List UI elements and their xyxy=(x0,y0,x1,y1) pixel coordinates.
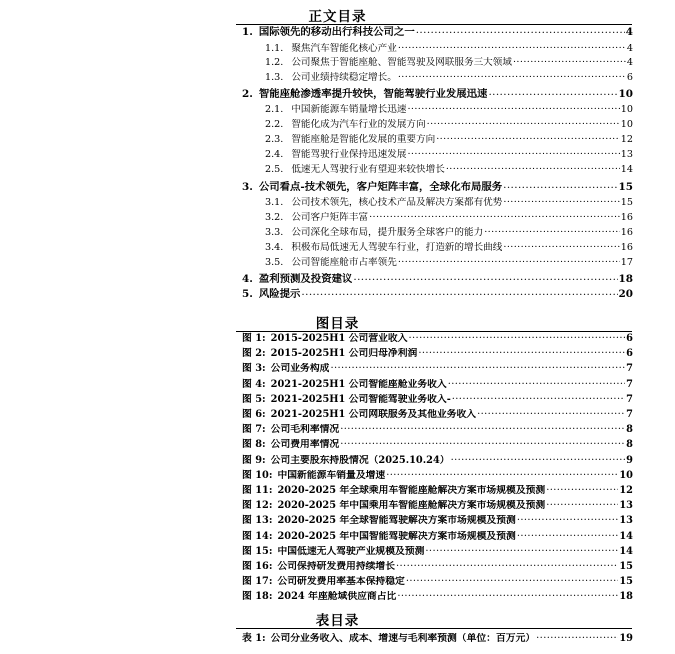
entry-title: 积极布局低速无人驾驶车行业，打造新的增长曲线 xyxy=(291,242,503,253)
entry-number: 图 2: xyxy=(242,348,266,360)
toc-subsection-entry[interactable] xyxy=(265,118,633,130)
entry-page-number: 15 xyxy=(619,561,633,572)
entry-page-number: 15 xyxy=(619,576,633,588)
entry-number: 图 12: xyxy=(242,500,273,512)
entry-page-number: 14 xyxy=(620,164,633,175)
entry-page-number: 8 xyxy=(626,439,633,451)
entry-page-number: 4 xyxy=(626,43,633,54)
entry-number: 图 13: xyxy=(242,515,273,527)
dot-leader xyxy=(503,196,619,205)
entry-page-number: 6 xyxy=(626,72,633,83)
entry-page-number: 7 xyxy=(626,409,633,420)
entry-title: 智能座舱是智能化发展的重要方向 xyxy=(291,134,436,145)
toc-subsection-entry[interactable] xyxy=(265,211,633,223)
figure-list-entry[interactable] xyxy=(242,560,633,572)
entry-page-number: 20 xyxy=(618,288,633,300)
entry-number: 2.2. xyxy=(265,119,284,130)
figure-list-entry[interactable] xyxy=(242,530,633,542)
toc-section-entry[interactable] xyxy=(242,88,633,100)
entry-title: 中国低速无人驾驶产业规模及预测 xyxy=(277,545,425,557)
toc-section-entry[interactable] xyxy=(242,181,633,193)
entry-title: 2015-2025H1 公司营业收入 xyxy=(270,333,408,344)
toc-subsection-entry[interactable] xyxy=(265,226,633,238)
dot-leader xyxy=(398,42,626,51)
dot-leader xyxy=(503,181,617,190)
entry-number: 3.2. xyxy=(265,212,284,223)
entry-page-number: 9 xyxy=(626,454,633,466)
entry-title: 盈利预测及投资建议 xyxy=(258,273,353,285)
entry-title: 低速无人驾驶行业有望迎来较快增长 xyxy=(291,164,445,175)
dot-leader xyxy=(398,71,626,80)
entry-number: 2.4. xyxy=(265,149,284,160)
entry-page-number: 10 xyxy=(618,88,633,100)
entry-page-number: 15 xyxy=(618,181,633,193)
dot-leader xyxy=(340,423,625,432)
toc-subsection-entry[interactable] xyxy=(265,163,633,175)
entry-title: 公司毛利率情况 xyxy=(270,424,340,436)
entry-page-number: 4 xyxy=(626,57,633,68)
dot-leader xyxy=(513,56,626,65)
entry-number: 2.3. xyxy=(265,134,284,145)
dot-leader xyxy=(517,514,619,523)
entry-number: 3.4. xyxy=(265,242,284,253)
entry-page-number: 18 xyxy=(619,591,633,603)
entry-title: 公司深化全球布局，提升服务全球客户的能力 xyxy=(291,227,484,238)
dot-leader xyxy=(409,332,626,341)
entry-number: 5. xyxy=(242,288,253,300)
figure-list-entry[interactable] xyxy=(242,423,633,435)
entry-title: 公司技术领先，核心技术产品及解决方案都有优势 xyxy=(291,197,503,208)
entry-page-number: 12 xyxy=(620,134,633,145)
entry-title: 公司聚焦于智能座舱、智能驾驶及网联服务三大领域 xyxy=(291,57,512,68)
entry-title: 公司客户矩阵丰富 xyxy=(291,212,369,223)
figure-list-entry[interactable] xyxy=(242,590,633,602)
dot-leader xyxy=(517,530,619,539)
toc-subsection-entry[interactable] xyxy=(265,256,633,268)
entry-number: 1.2. xyxy=(265,57,284,68)
entry-title: 2020-2025 年中国智能驾驶解决方案市场规模及预测 xyxy=(277,530,516,542)
dot-leader xyxy=(446,163,620,172)
toc-section-entry[interactable] xyxy=(242,273,633,285)
entry-number: 图 15: xyxy=(242,545,273,557)
entry-title: 公司主要股东持股情况（2025.10.24） xyxy=(270,454,450,466)
entry-number: 2. xyxy=(242,88,253,100)
dot-leader xyxy=(536,632,618,641)
dot-leader xyxy=(386,469,618,478)
entry-page-number: 4 xyxy=(625,26,633,38)
dot-leader xyxy=(484,226,620,235)
entry-number: 图 11: xyxy=(242,485,273,496)
toc-subsection-entry[interactable] xyxy=(265,241,633,253)
entry-number: 图 3: xyxy=(242,363,266,375)
entry-page-number: 16 xyxy=(620,227,633,238)
dot-leader xyxy=(425,545,618,554)
dot-leader xyxy=(418,347,625,356)
figures-heading: 图目录 xyxy=(315,316,360,332)
entry-number: 图 8: xyxy=(242,439,266,451)
dot-leader xyxy=(448,378,625,387)
entry-page-number: 10 xyxy=(620,104,633,115)
entry-number: 图 1: xyxy=(242,333,266,344)
entry-title: 2021-2025H1 公司网联服务及其他业务收入 xyxy=(270,409,477,420)
entry-title: 聚焦汽车智能化核心产业 xyxy=(291,43,397,54)
figure-list-entry[interactable] xyxy=(242,408,633,420)
entry-title: 公司研发费用率基本保持稳定 xyxy=(277,576,405,588)
figure-list-entry[interactable] xyxy=(242,347,633,359)
entry-number: 图 5: xyxy=(242,393,266,405)
entry-title: 2020-2025 年全球智能驾驶解决方案市场规模及预测 xyxy=(277,515,516,527)
toc-subsection-entry[interactable] xyxy=(265,148,633,160)
entry-page-number: 13 xyxy=(620,149,633,160)
dot-leader xyxy=(503,241,619,250)
entry-page-number: 10 xyxy=(619,469,633,481)
entry-title: 2015-2025H1 公司归母净利润 xyxy=(270,348,418,360)
entry-title: 2020-2025 年中国乘用车智能座舱解决方案市场规模及预测 xyxy=(277,500,546,512)
entry-title: 公司智能座舱市占率领先 xyxy=(291,257,397,268)
entry-page-number: 10 xyxy=(620,119,633,130)
entry-page-number: 16 xyxy=(620,212,633,223)
dot-leader xyxy=(477,408,625,417)
dot-leader xyxy=(396,560,618,569)
entry-number: 3. xyxy=(242,181,253,193)
toc-subsection-entry[interactable] xyxy=(265,56,633,68)
entry-title: 2021-2025H1 公司智能座舱业务收入 xyxy=(270,378,447,390)
entry-page-number: 14 xyxy=(619,530,633,542)
figure-list-entry[interactable] xyxy=(242,545,633,557)
entry-title: 2020-2025 年全球乘用车智能座舱解决方案市场规模及预测 xyxy=(277,485,546,496)
entry-title: 风险提示 xyxy=(258,288,301,300)
dot-leader xyxy=(416,26,625,35)
dot-leader xyxy=(427,118,620,127)
toc-section-entry[interactable] xyxy=(242,26,633,38)
tables-heading-rule xyxy=(236,628,632,629)
entry-number: 图 18: xyxy=(242,591,273,603)
toc-subsection-entry[interactable] xyxy=(265,42,633,54)
entry-number: 4. xyxy=(242,273,253,285)
dot-leader xyxy=(451,454,626,463)
entry-number: 图 7: xyxy=(242,424,266,436)
dot-leader xyxy=(436,133,620,142)
entry-number: 图 17: xyxy=(242,576,273,588)
entry-page-number: 13 xyxy=(619,500,633,512)
entry-page-number: 15 xyxy=(620,197,633,208)
entry-number: 3.5. xyxy=(265,257,284,268)
entry-title: 智能化成为汽车行业的发展方向 xyxy=(291,119,426,130)
entry-title: 公司看点-技术领先，客户矩阵丰富，全球化布局服务 xyxy=(258,181,503,193)
figure-list-entry[interactable] xyxy=(242,575,633,587)
entry-number: 2.5. xyxy=(265,164,284,175)
tables-heading: 表目录 xyxy=(315,613,360,629)
entry-title: 公司保持研发费用持续增长 xyxy=(277,561,396,572)
entry-title: 智能座舱渗透率提升较快，智能驾驶行业发展迅速 xyxy=(258,88,488,100)
toc-heading: 正文目录 xyxy=(308,9,367,25)
figure-list-entry[interactable] xyxy=(242,393,633,405)
toc-subsection-entry[interactable] xyxy=(265,71,633,83)
entry-page-number: 14 xyxy=(619,545,633,557)
dot-leader xyxy=(398,256,620,265)
entry-number: 图 4: xyxy=(242,378,266,390)
dot-leader xyxy=(546,484,618,493)
entry-page-number: 16 xyxy=(620,242,633,253)
entry-title: 公司费用率情况 xyxy=(270,439,340,451)
figure-list-entry[interactable] xyxy=(242,484,633,496)
toc-section-entry[interactable] xyxy=(242,288,633,300)
entry-page-number: 7 xyxy=(626,378,633,390)
toc-subsection-entry[interactable] xyxy=(265,196,633,208)
entry-number: 3.3. xyxy=(265,227,284,238)
entry-number: 图 10: xyxy=(242,469,273,481)
dot-leader xyxy=(330,362,625,371)
entry-page-number: 13 xyxy=(619,515,633,527)
entry-title: 2024 年座舱域供应商占比 xyxy=(277,591,397,603)
entry-page-number: 12 xyxy=(619,485,633,496)
figure-list-entry[interactable] xyxy=(242,469,633,481)
dot-leader xyxy=(546,499,618,508)
table-list-entry[interactable] xyxy=(242,632,633,644)
figure-list-entry[interactable] xyxy=(242,514,633,526)
dot-leader xyxy=(397,590,618,599)
entry-page-number: 7 xyxy=(626,393,633,405)
entry-number: 图 14: xyxy=(242,530,273,542)
entry-page-number: 6 xyxy=(626,333,633,344)
toc-subsection-entry[interactable] xyxy=(265,133,633,145)
entry-number: 3.1. xyxy=(265,197,284,208)
dot-leader xyxy=(407,148,619,157)
figure-list-entry[interactable] xyxy=(242,378,633,390)
dot-leader xyxy=(340,438,625,447)
entry-page-number: 6 xyxy=(626,348,633,360)
figure-list-entry[interactable] xyxy=(242,332,633,344)
dot-leader xyxy=(301,288,617,297)
entry-title: 中国新能源车销量增长迅速 xyxy=(291,104,407,115)
entry-title: 公司业绩持续稳定增长。 xyxy=(291,72,397,83)
entry-title: 国际领先的移动出行科技公司之一 xyxy=(258,26,415,38)
entry-number: 2.1. xyxy=(265,104,284,115)
entry-number: 图 6: xyxy=(242,409,266,420)
entry-page-number: 8 xyxy=(626,424,633,436)
figure-list-entry[interactable] xyxy=(242,438,633,450)
figure-list-entry[interactable] xyxy=(242,499,633,511)
dot-leader xyxy=(369,211,620,220)
dot-leader xyxy=(407,103,619,112)
entry-number: 1.3. xyxy=(265,72,284,83)
entry-number: 1.1. xyxy=(265,43,284,54)
figure-list-entry[interactable] xyxy=(242,454,633,466)
entry-title: 智能驾驶行业保持迅速发展 xyxy=(291,149,407,160)
dot-leader xyxy=(452,393,625,402)
dot-leader xyxy=(406,575,619,584)
entry-number: 1. xyxy=(242,26,253,38)
dot-leader xyxy=(353,273,617,282)
entry-number: 表 1: xyxy=(242,633,266,644)
entry-number: 图 16: xyxy=(242,561,273,572)
toc-subsection-entry[interactable] xyxy=(265,103,633,115)
entry-title: 公司分业务收入、成本、增速与毛利率预测（单位：百万元） xyxy=(270,633,536,644)
entry-number: 图 9: xyxy=(242,454,266,466)
entry-title: 公司业务构成 xyxy=(270,363,330,375)
entry-title: 2021-2025H1 公司智能驾驶业务收入- xyxy=(270,393,451,405)
entry-page-number: 7 xyxy=(626,363,633,375)
entry-page-number: 17 xyxy=(620,257,633,268)
figure-list-entry[interactable] xyxy=(242,362,633,374)
dot-leader xyxy=(488,88,617,97)
entry-title: 中国新能源车销量及增速 xyxy=(277,469,386,481)
toc-heading-rule xyxy=(236,24,632,25)
entry-page-number: 18 xyxy=(618,273,633,285)
entry-page-number: 19 xyxy=(619,633,633,644)
